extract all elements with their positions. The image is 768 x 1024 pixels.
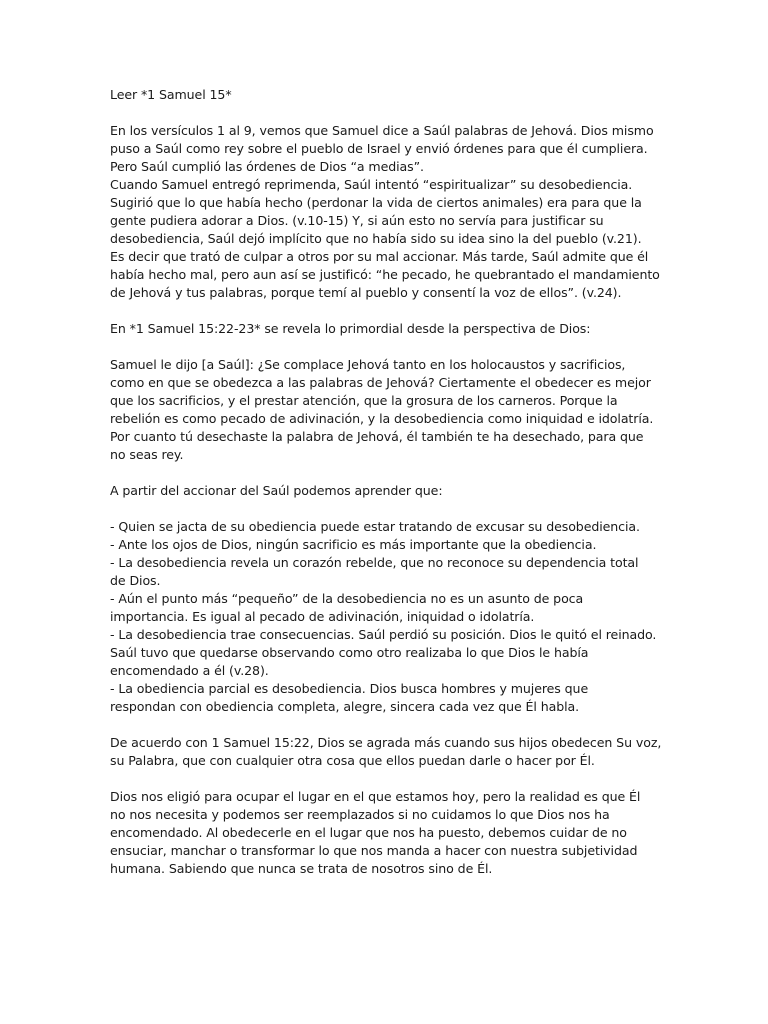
list-item: - Quien se jacta de su obediencia puede estar tratando de excusar su desobediencia. bbox=[110, 519, 640, 534]
text-line: Leer *1 Samuel 15* bbox=[110, 87, 232, 102]
text-line: En *1 Samuel 15:22-23* se revela lo primordial desde la perspectiva de Dios: bbox=[110, 321, 591, 336]
text-line: desobediencia, Saúl dejó implícito que no había sido su idea sino la del pueblo (v.21). bbox=[110, 231, 642, 246]
text-line: de Jehová y tus palabras, porque temí al pueblo y consentí la voz de ellos”. (v.24). bbox=[110, 285, 622, 300]
list-item: - La obediencia parcial es desobediencia. Dios busca hombres y mujeres que bbox=[110, 681, 589, 696]
text-line: ensuciar, manchar o transformar lo que nos manda a hacer con nuestra subjetividad bbox=[110, 843, 638, 858]
list-item: - Ante los ojos de Dios, ningún sacrificio es más importante que la obediencia. bbox=[110, 537, 597, 552]
paragraph-lessons-intro bbox=[110, 482, 662, 500]
text-line: Samuel le dijo [a Saúl]: ¿Se complace Jehová tanto en los holocaustos y sacrificios, bbox=[110, 357, 626, 372]
text-line: A partir del accionar del Saúl podemos aprender que: bbox=[110, 483, 443, 498]
text-line: no nos necesita y podemos ser reemplazados si no cuidamos lo que Dios nos ha bbox=[110, 807, 610, 822]
text-line: De acuerdo con 1 Samuel 15:22, Dios se agrada más cuando sus hijos obedecen Su voz, bbox=[110, 735, 662, 750]
list-item: encomendado a él (v.28). bbox=[110, 663, 269, 678]
text-line: gente pudiera adorar a Dios. (v.10-15) Y, si aún esto no servía para justificar su bbox=[110, 213, 604, 228]
text-line: Es decir que trató de culpar a otros por su mal accionar. Más tarde, Saúl admite que él bbox=[110, 249, 649, 264]
text-line: había hecho mal, pero aun así se justificó: “he pecado, he quebrantado el mandamiento bbox=[110, 267, 660, 282]
document-page bbox=[110, 86, 662, 896]
list-item: importancia. Es igual al pecado de adivinación, iniquidad o idolatría. bbox=[110, 609, 535, 624]
text-line: Sugirió que lo que había hecho (perdonar la vida de ciertos animales) era para que la bbox=[110, 195, 642, 210]
paragraph-reading-reference bbox=[110, 86, 662, 104]
text-line: rebelión es como pecado de adivinación, y la desobediencia como iniquidad e idolatría. bbox=[110, 411, 654, 426]
list-item: de Dios. bbox=[110, 573, 161, 588]
list-item: - La desobediencia trae consecuencias. Saúl perdió su posición. Dios le quitó el reinado. bbox=[110, 627, 657, 642]
paragraph-primordial bbox=[110, 320, 662, 338]
paragraph-verses-1-9 bbox=[110, 122, 662, 302]
text-line: En los versículos 1 al 9, vemos que Samuel dice a Saúl palabras de Jehová. Dios mismo bbox=[110, 123, 654, 138]
text-line: no seas rey. bbox=[110, 447, 184, 462]
paragraph-conclusion bbox=[110, 788, 662, 878]
list-item: respondan con obediencia completa, alegre, sincera cada vez que Él habla. bbox=[110, 699, 580, 714]
text-line: como en que se obedezca a las palabras de Jehová? Ciertamente el obedecer es mejor bbox=[110, 375, 651, 390]
text-line: encomendado. Al obedecerle en el lugar que nos ha puesto, debemos cuidar de no bbox=[110, 825, 627, 840]
text-line: Dios nos eligió para ocupar el lugar en el que estamos hoy, pero la realidad es que Él bbox=[110, 789, 641, 804]
list-item: - La desobediencia revela un corazón rebelde, que no reconoce su dependencia total bbox=[110, 555, 639, 570]
paragraph-1-samuel-15-22 bbox=[110, 734, 662, 770]
list-item: Saúl tuvo que quedarse observando como otro realizaba lo que Dios le había bbox=[110, 645, 589, 660]
text-line: Cuando Samuel entregó reprimenda, Saúl intentó “espiritualizar” su desobediencia. bbox=[110, 177, 633, 192]
text-line: que los sacrificios, y el prestar atención, que la grosura de los carneros. Porque la bbox=[110, 393, 618, 408]
text-line: su Palabra, que con cualquier otra cosa que ellos puedan darle o hacer por Él. bbox=[110, 753, 595, 768]
text-line: puso a Saúl como rey sobre el pueblo de Israel y envió órdenes para que él cumpliera. bbox=[110, 141, 648, 156]
paragraph-quote bbox=[110, 356, 662, 464]
text-line: Pero Saúl cumplió las órdenes de Dios “a medias”. bbox=[110, 159, 424, 174]
list-item: - Aún el punto más “pequeño” de la desobediencia no es un asunto de poca bbox=[110, 591, 584, 606]
text-line: Por cuanto tú desechaste la palabra de Jehová, él también te ha desechado, para que bbox=[110, 429, 644, 444]
paragraph-lessons-list bbox=[110, 518, 662, 716]
text-line: humana. Sabiendo que nunca se trata de nosotros sino de Él. bbox=[110, 861, 493, 876]
